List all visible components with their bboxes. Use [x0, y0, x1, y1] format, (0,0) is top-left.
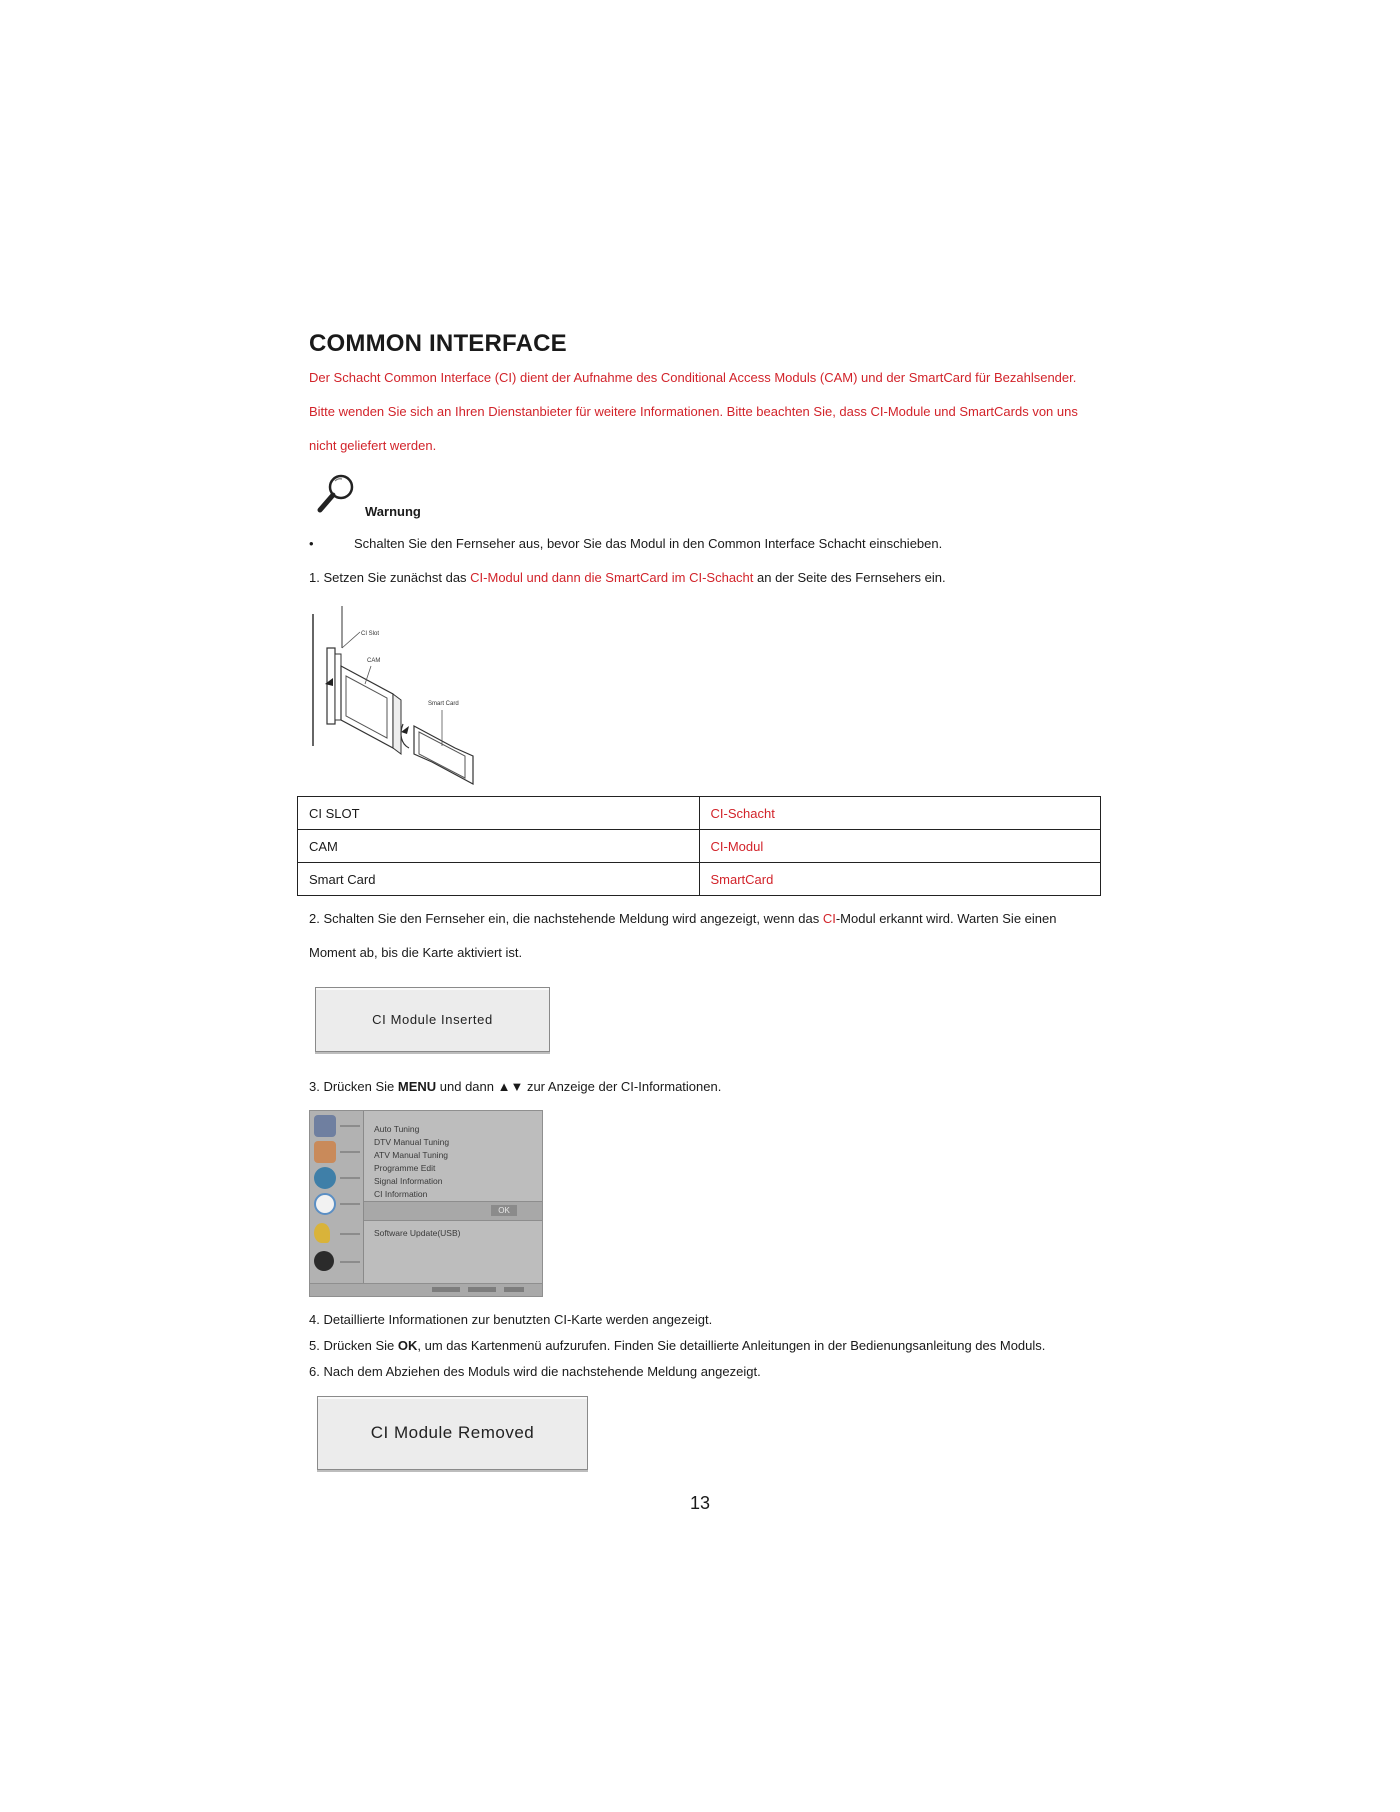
- step-5-after: , um das Kartenmenü aufzurufen. Finden Sie detaillierte Anleitungen in der Bedienungsanleitung des Moduls.: [417, 1338, 1046, 1353]
- step-2-before: 2. Schalten Sie den Fernseher ein, die nachstehende Meldung wird angezeigt, wenn das: [309, 911, 823, 926]
- intro-line-3: nicht geliefert werden.: [309, 438, 437, 453]
- warning-text: Schalten Sie den Fernseher aus, bevor Sie das Modul in den Common Interface Schacht einschieben.: [354, 536, 943, 551]
- table-cell-de: SmartCard: [699, 863, 1101, 896]
- option-icon: [314, 1223, 330, 1243]
- menu-item: DTV Manual Tuning: [374, 1137, 450, 1147]
- step-2-highlight: CI: [822, 911, 836, 926]
- step-1-after: an der Seite des Fernsehers ein.: [753, 570, 946, 585]
- menu-footer: [310, 1283, 542, 1296]
- step-3-after: und dann ▲▼ zur Anzeige der CI-Informationen.: [436, 1079, 722, 1094]
- section-title: COMMON INTERFACE: [309, 330, 567, 357]
- lock-icon: [314, 1251, 334, 1271]
- terms-table: [297, 796, 1101, 896]
- menu-items: [374, 1123, 449, 1201]
- step-1: [309, 570, 946, 586]
- step-1-highlight: CI-Modul und dann die SmartCard im CI-Schacht: [470, 570, 754, 585]
- intro-line-1: Der Schacht Common Interface (CI) dient der Aufnahme des Conditional Access Moduls (CAM) und der SmartCard für Bezahlsender.: [309, 370, 1077, 385]
- table-cell-en: CAM: [298, 830, 700, 863]
- warning-bullet: •: [309, 536, 314, 551]
- step-2-line-1: [309, 911, 1056, 927]
- table-row: [298, 863, 1101, 896]
- diagram-label-ci-slot: CI Slot: [361, 631, 380, 637]
- step-2-line-2: Moment ab, bis die Karte aktiviert ist.: [309, 945, 523, 960]
- step-2-after: -Modul erkannt wird. Warten Sie einen: [835, 911, 1057, 926]
- menu-item: Programme Edit: [374, 1163, 436, 1173]
- picture-icon: [314, 1141, 336, 1163]
- step-4: 4. Detaillierte Informationen zur benutzten CI-Karte werden angezeigt.: [309, 1312, 713, 1327]
- table-row: [298, 797, 1101, 830]
- table-cell-en: Smart Card: [298, 863, 700, 896]
- table-row: [298, 830, 1101, 863]
- step-3: [309, 1079, 721, 1095]
- step-5-bold: OK: [397, 1338, 418, 1353]
- diagram-label-smart-card: Smart Card: [428, 701, 459, 707]
- time-icon: [314, 1193, 336, 1215]
- menu-item: ATV Manual Tuning: [374, 1150, 449, 1160]
- menu-highlight-bar: [364, 1201, 542, 1221]
- table-cell-de: CI-Schacht: [699, 797, 1101, 830]
- ci-module-inserted-message: CI Module Inserted: [315, 987, 550, 1052]
- step-5: [309, 1338, 1045, 1354]
- step-3-bold: MENU: [397, 1079, 437, 1094]
- menu-sidebar: [310, 1111, 364, 1283]
- step-5-before: 5. Drücken Sie: [309, 1338, 398, 1353]
- ci-module-removed-message: CI Module Removed: [317, 1396, 588, 1470]
- diagram-label-cam: CAM: [367, 658, 381, 664]
- sound-icon: [314, 1167, 336, 1189]
- table-cell-en: CI SLOT: [298, 797, 700, 830]
- ci-slot-diagram: [305, 606, 485, 786]
- channel-icon: [314, 1115, 336, 1137]
- step-6: 6. Nach dem Abziehen des Moduls wird die nachstehende Meldung angezeigt.: [309, 1364, 761, 1379]
- magnifier-icon: [314, 472, 358, 516]
- menu-ok-button: OK: [491, 1205, 517, 1216]
- menu-item: Signal Information: [374, 1176, 443, 1186]
- tv-menu-screenshot: [309, 1110, 543, 1297]
- step-3-before: 3. Drücken Sie: [309, 1079, 398, 1094]
- intro-line-2: Bitte wenden Sie sich an Ihren Dienstanbieter für weitere Informationen. Bitte beachten Sie, dass CI-Module und SmartCards von uns: [309, 404, 1078, 419]
- table-cell-de: CI-Modul: [699, 830, 1101, 863]
- step-1-before: 1. Setzen Sie zunächst das: [309, 570, 471, 585]
- menu-software-update: Software Update(USB): [374, 1228, 461, 1238]
- menu-item: CI Information: [374, 1189, 428, 1199]
- menu-item: Auto Tuning: [374, 1124, 420, 1134]
- page-number: 13: [689, 1493, 711, 1513]
- warning-label: Warnung: [365, 504, 421, 519]
